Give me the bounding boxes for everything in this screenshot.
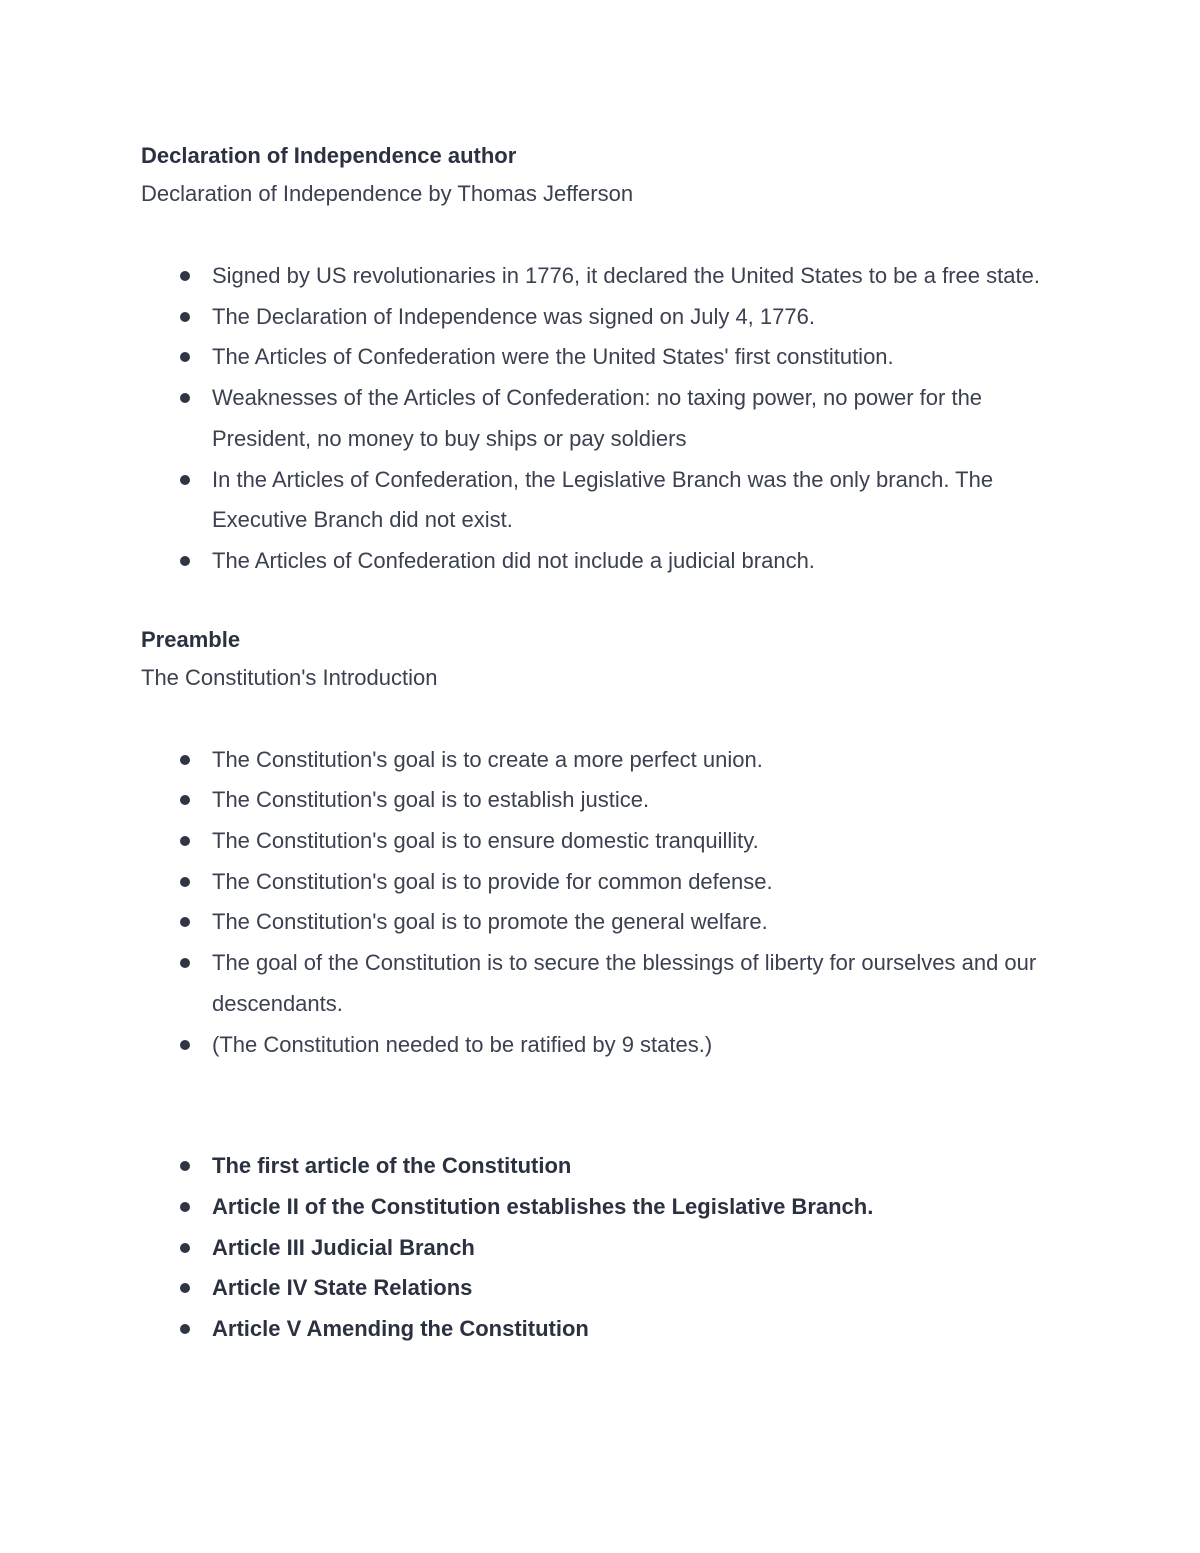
list-item-text: The goal of the Constitution is to secure the blessings of liberty for ourselves and our descendants. [212,950,1037,1016]
section-subtitle-preamble: The Constitution's Introduction [141,664,438,690]
list-item [141,821,1061,862]
list-item [141,943,1061,1024]
list-item [141,256,1061,297]
list-item [141,337,1061,378]
bullet-icon [180,271,190,281]
list-item [141,378,1061,459]
list-item-text: The Constitution's goal is to promote the general welfare. [212,909,768,935]
list-item [141,1025,1061,1066]
document-page [141,138,1061,1350]
bullet-icon [180,1161,190,1171]
list-item-text: The Declaration of Independence was signed on July 4, 1776. [212,303,815,329]
list-item-text: (The Constitution needed to be ratified by 9 states.) [212,1031,713,1057]
list-item [141,460,1061,541]
bullet-icon [180,1040,190,1050]
articles-bullet-list [141,1146,1061,1350]
bullet-icon [180,877,190,887]
list-item [141,740,1061,781]
list-item-text: The Constitution's goal is to create a more perfect union. [212,746,763,772]
list-item-text: The Constitution's goal is to ensure domestic tranquillity. [212,828,759,854]
list-item-text: The Articles of Confederation did not include a judicial branch. [212,547,815,573]
section-heading-preamble: Preamble [141,626,241,652]
list-item-text: Article III Judicial Branch [212,1234,475,1260]
bullet-icon [180,1283,190,1293]
bullet-icon [180,755,190,765]
list-item-text: The first article of the Constitution [212,1153,572,1179]
section-subtitle-declaration: Declaration of Independence by Thomas Jefferson [141,181,634,206]
list-item [141,1187,1061,1228]
list-item [141,902,1061,943]
list-item-text: Article II of the Constitution establishes the Legislative Branch. [212,1193,874,1219]
list-item [141,1146,1061,1187]
bullet-icon [180,556,190,566]
list-item-text: The Articles of Confederation were the United States' first constitution. [212,344,894,370]
declaration-bullet-list [141,256,1061,582]
list-item [141,862,1061,903]
bullet-icon [180,475,190,485]
bullet-icon [180,393,190,403]
list-item [141,1228,1061,1269]
bullet-icon [180,917,190,927]
bullet-icon [180,352,190,362]
list-item-text: Signed by US revolutionaries in 1776, it declared the United States to be a free state. [212,263,1040,288]
list-item [141,780,1061,821]
bullet-icon [180,958,190,968]
list-item [141,1268,1061,1309]
bullet-icon [180,1202,190,1212]
bullet-icon [180,795,190,805]
bullet-icon [180,1243,190,1253]
list-item-text: The Constitution's goal is to establish justice. [212,787,650,813]
list-item-text: Article IV State Relations [212,1275,473,1301]
list-item-text: The Constitution's goal is to provide for common defense. [212,868,773,894]
bullet-icon [180,1324,190,1334]
bullet-icon [180,836,190,846]
list-item-text: Weaknesses of the Articles of Confederation: no taxing power, no power for the President, no money to buy ships or pay soldiers [212,385,983,451]
list-item-text: In the Articles of Confederation, the Legislative Branch was the only branch. The Executive Branch did not exist. [212,466,994,533]
preamble-bullet-list [141,740,1061,1066]
list-item [141,1309,1061,1350]
section-heading-declaration: Declaration of Independence author [141,143,517,168]
list-item [141,297,1061,338]
list-item-text: Article V Amending the Constitution [212,1316,589,1342]
list-item [141,541,1061,582]
bullet-icon [180,312,190,322]
